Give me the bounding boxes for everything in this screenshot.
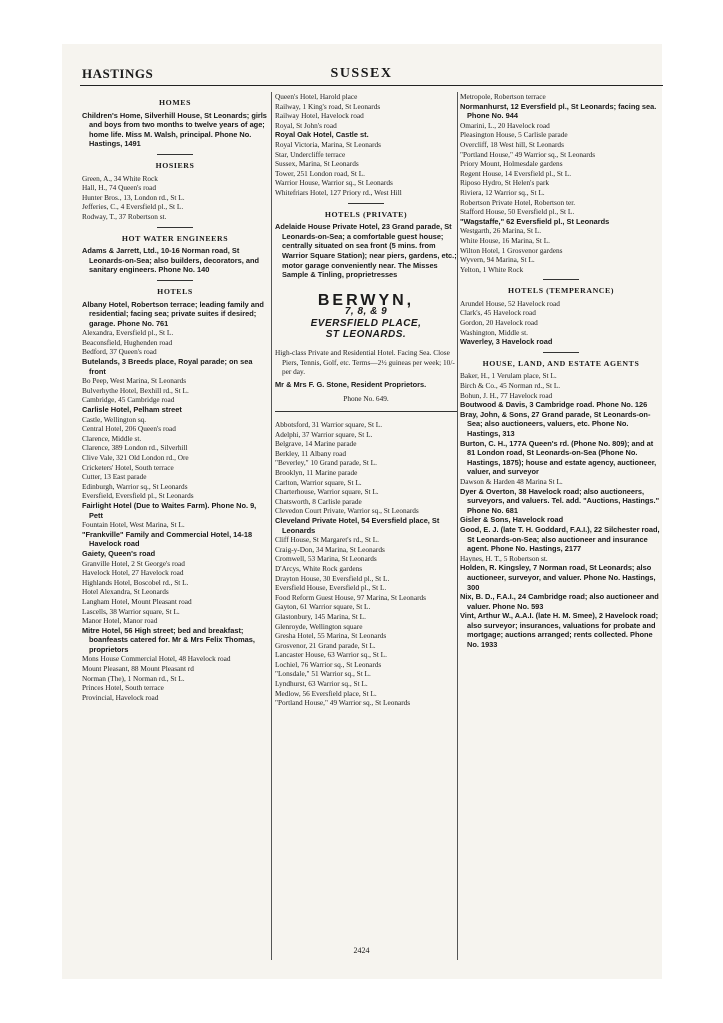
directory-entry: Havelock Hotel, 27 Havelock road [82, 568, 184, 578]
section-heading: HOUSE, LAND, AND ESTATE AGENTS [482, 358, 640, 368]
ad-address-town: ST LEONARDS. [325, 329, 407, 341]
directory-entry: Cambridge, 45 Cambridge road [82, 395, 175, 405]
directory-entry: Priory Mount, Holmesdale gardens [460, 159, 563, 169]
directory-entry: Chatsworth, 8 Carlisle parade [275, 496, 362, 506]
directory-entry: Stafford House, 50 Eversfield pl., St L. [460, 207, 575, 217]
directory-entry: Omarini, L., 20 Havelock road [460, 120, 550, 130]
column-2-bottom [275, 420, 457, 708]
directory-entry: Vint, Arthur W., A.A.I. (late H. M. Smee), 2 Havelock road; also surveyor; insurances, valuations for probate and mortgage; auctions arranged; rents collected. Phone No. 1933 [460, 611, 659, 650]
section-separator [157, 280, 193, 281]
directory-entry: Medlow, 56 Eversfield place, St L. [275, 688, 377, 698]
directory-entry: Manor Hotel, Manor road [82, 616, 158, 626]
column-2-top [275, 92, 457, 280]
directory-entry: Carlton, Warrior square, St L. [275, 477, 362, 487]
directory-entry: Fairlight Hotel (Due to Waites Farm). Phone No. 9, Pett [82, 500, 257, 520]
directory-entry: Alexandra, Eversfield pl., St L. [82, 328, 174, 338]
directory-entry: Riviera, 12 Warrior sq., St L. [460, 187, 545, 197]
ad-address-street: EVERSFIELD PLACE, [310, 317, 422, 329]
section-heading: HOTELS (PRIVATE) [324, 209, 408, 219]
directory-entry: Mount Pleasant, 88 Mount Pleasant rd [82, 664, 194, 674]
directory-entry: Cliff House, St Margaret's rd., St L. [275, 535, 380, 545]
directory-entry: Albany Hotel, Robertson terrace; leading family and residential; facing sea; private suites if desired; garage. Phone No. 761 [82, 299, 264, 328]
running-head-county: SUSSEX [330, 66, 393, 81]
directory-entry: Nix, B. D., F.A.I., 24 Cambridge road; also auctioneer and valuer. Phone No. 593 [460, 592, 659, 611]
directory-entry: Star, Undercliffe terrace [275, 149, 346, 159]
directory-entry: Butelands, 3 Breeds place, Royal parade; on sea front [82, 357, 253, 376]
directory-entry: Granville Hotel, 2 St George's road [82, 558, 185, 568]
directory-entry: Langham Hotel, Mount Pleasant road [82, 596, 192, 606]
directory-entry: Good, E. J. (late T. H. Goddard, F.A.I.), 22 Silchester road, St Leonards-on-Sea; also auctioneer and insurance agent. Phone No. Hastings, 2177 [460, 524, 660, 554]
directory-entry: Adelaide House Private Hotel, 23 Grand parade, St Leonards-on-Sea; a comfortable guest house; centrally situated on sea front (5 mins. from Warrior Square Station); near piers, gardens, etc.; motor garage conveniently near. The Misses Sample & Tinling, proprietresses [275, 222, 457, 280]
directory-entry: Lyndhurst, 63 Warrior sq., St L. [275, 679, 368, 689]
directory-entry: Brooklyn, 11 Marine parade [275, 468, 358, 477]
directory-entry: Green, A., 34 White Rock [82, 173, 158, 183]
ad-bottom-rule [275, 411, 457, 412]
directory-entry: Gresha Hotel, 55 Marina, St Leonards [275, 631, 387, 641]
directory-entry: Carlisle Hotel, Pelham street [82, 405, 182, 415]
directory-entry: Arundel House, 52 Havelock road [460, 298, 560, 308]
directory-entry: Dawson & Harden 48 Marina St L. [460, 476, 563, 486]
directory-entry: White House, 16 Marina, St L. [460, 235, 550, 245]
directory-entry: Glenroyde, Wellington square [275, 621, 363, 631]
directory-entry: Hall, H., 74 Queen's road [82, 183, 157, 193]
ad-proprietors: Mr & Mrs F. G. Stone, Resident Proprietors. [275, 379, 427, 389]
directory-entry: Lochiel, 76 Warrior sq., St Leonards [275, 659, 382, 669]
directory-entry: Clevedon Court Private, Warrior sq., St Leonards [275, 506, 419, 516]
directory-entry: Wilton Hotel, 1 Grosvenor gardens [460, 245, 563, 255]
directory-entry: Craig-y-Don, 34 Marina, St Leonards [275, 544, 385, 554]
directory-entry: Westgarth, 26 Marina, St L. [460, 226, 542, 236]
directory-entry: "Wagstaffe," 62 Eversfield pl., St Leonards [460, 216, 610, 226]
directory-entry: Children's Home, Silverhill House, St Leonards; girls and boys from two months to twelve years of age; home life. Miss M. Walsh, principal. Phone No. Hastings, 1491 [82, 110, 267, 149]
directory-entry: Railway, 1 King's road, St Leonards [275, 101, 381, 111]
directory-entry: Norman (The), 1 Norman rd., St L. [82, 673, 185, 683]
directory-entry: Boutwood & Davis, 3 Cambridge road. Phone No. 126 [460, 400, 648, 410]
directory-entry: Burton, C. H., 177A Queen's rd. (Phone No. 809); and at 81 London road, St Leonards-on-Sea (Phone No. Hastings, 1875); house and estate agency, auctioneer, valuer, and surveyor [460, 438, 657, 477]
column-divider-2 [457, 92, 458, 960]
directory-entry: Baker, H., 1 Verulam place, St L. [460, 371, 557, 381]
directory-entry: Pleasington House, 5 Carlisle parade [460, 130, 568, 140]
directory-entry: Bedford, 37 Queen's road [82, 347, 157, 357]
directory-entry: Lancaster House, 63 Warrior sq., St L. [275, 650, 387, 660]
directory-entry: Belgrave, 14 Marine parade [275, 439, 357, 449]
section-heading: HOTELS (TEMPERANCE) [507, 286, 615, 296]
directory-entry: "Frankville" Family and Commercial Hotel, 14-18 Havelock road [82, 529, 253, 549]
directory-entry: Edinburgh, Warrior sq., St Leonards [82, 481, 188, 491]
directory-entry: Yelton, 1 White Rock [460, 264, 524, 274]
directory-entry: Riposo Hydro, St Helen's park [460, 178, 550, 188]
directory-entry: Bo Peep, West Marina, St Leonards [82, 376, 187, 386]
directory-entry: Provincial, Havelock road [82, 692, 159, 702]
directory-entry: "Beverley," 10 Grand parade, St L. [275, 458, 377, 468]
directory-entry: Cutter, 13 East parade [82, 472, 147, 482]
directory-entry: Royal, St John's road [275, 120, 337, 130]
column-3 [460, 92, 662, 965]
directory-entry: Gayton, 61 Warrior square, St L. [275, 602, 371, 612]
directory-entry: Bray, John, & Sons, 27 Grand parade, St Leonards-on-Sea; also auctioneers, valuers, etc. Phone No. Hastings, 313 [460, 409, 651, 438]
directory-entry: Birch & Co., 45 Norman rd., St L. [460, 381, 561, 391]
directory-entry: Holden, R. Kingsley, 7 Norman road, St Leonards; also auctioneer, surveyor, and valuer. Phone No. Hastings, 300 [460, 563, 656, 592]
directory-entry: Glastonbury, 145 Marina, St L. [275, 611, 366, 621]
directory-entry: Clark's, 45 Havelock road [460, 308, 536, 318]
directory-entry: Jefferies, C., 4 Eversfield pl., St L. [82, 202, 184, 212]
directory-entry: Dyer & Overton, 38 Havelock road; also auctioneers, surveyors, and valuers. Tel. add. "Auctions, Hastings." Phone No. 681 [460, 486, 660, 515]
directory-entry: Hunter Bros., 13, London rd., St L. [82, 192, 185, 202]
directory-entry: Beaconsfield, Hughenden road [82, 337, 173, 347]
directory-entry: Food Reform Guest House, 97 Marina, St Leonards [275, 592, 426, 602]
section-separator [157, 227, 193, 228]
berwyn-advertisement [275, 291, 457, 412]
ad-address-numbers: 7, 8, & 9 [344, 306, 388, 318]
directory-entry: Gaiety, Queen's road [82, 548, 156, 558]
directory-entry: Regent House, 14 Eversfield pl., St L. [460, 168, 572, 178]
directory-entry: Lascells, 38 Warrior square, St L. [82, 606, 180, 616]
directory-entry: "Portland House," 49 Warrior sq., St Leonards [460, 149, 596, 159]
directory-entry: Adams & Jarrett, Ltd., 10-16 Norman road, St Leonards-on-Sea; also builders, decorators, and sanitary engineers. Phone No. 140 [82, 246, 260, 275]
directory-entry: Bulverhythe Hotel, Bexhill rd., St L. [82, 385, 189, 395]
directory-entry: "Portland House," 49 Warrior sq., St Leonards [275, 698, 411, 708]
running-head-town: HASTINGS [82, 66, 154, 81]
section-separator [543, 279, 579, 280]
directory-entry: Rodway, T., 37 Robertson st. [82, 211, 167, 221]
section-heading: HOSIERS [155, 160, 195, 170]
directory-entry: Central Hotel, 206 Queen's road [82, 424, 176, 434]
directory-entry: Gisler & Sons, Havelock road [460, 515, 564, 525]
directory-entry: Eversfield House, Eversfield pl., St L. [275, 583, 387, 593]
directory-entry: Cleveland Private Hotel, 54 Eversfield place, St Leonards [275, 515, 440, 535]
section-heading: HOT WATER ENGINEERS [121, 233, 229, 243]
directory-entry: Clive Vale, 321 Old London rd., Ore [82, 453, 189, 462]
directory-entry: Washington, Middle st. [460, 327, 528, 337]
directory-entry: Drayton House, 30 Eversfield pl., St L. [275, 573, 390, 583]
header-rule [80, 85, 663, 86]
column-2 [275, 92, 457, 965]
directory-entry: Normanhurst, 12 Eversfield pl., St Leonards; facing sea. Phone No. 944 [460, 101, 657, 121]
directory-entry: Royal Victoria, Marina, St Leonards [275, 139, 382, 149]
directory-entry: Berkley, 11 Albany road [275, 448, 346, 458]
directory-entry: Overcliff, 18 West hill, St Leonards [460, 139, 564, 149]
directory-entry: Warrior House, Warrior sq., St Leonards [275, 178, 393, 188]
directory-entry: "Lonsdale," 51 Warrior sq., St L. [275, 669, 371, 679]
directory-entry: Charterhouse, Warrior square, St L. [275, 487, 379, 497]
directory-entry: Bohun, J. H., 77 Havelock road [460, 390, 553, 400]
directory-entry: Clarence, 389 London rd., Silverhill [82, 443, 188, 453]
column-1 [82, 92, 268, 965]
section-heading: HOMES [158, 98, 192, 107]
directory-entry: Hotel Alexandra, St Leonards [82, 587, 169, 597]
section-separator [348, 203, 384, 204]
section-separator [543, 352, 579, 353]
directory-entry: Mitre Hotel, 56 High street; bed and breakfast; boanfeasts catered for. Mr & Mrs Felix Thomas, proprietors [82, 625, 255, 654]
ad-hotel-name: BERWYN, [317, 291, 415, 309]
directory-entry: Castle, Wellington sq. [82, 414, 147, 424]
ad-phone: Phone No. 649. [343, 394, 389, 404]
directory-entry: Princes Hotel, South terrace [82, 683, 164, 693]
directory-entry: Grosvenor, 21 Grand parade, St L. [275, 640, 376, 650]
directory-entry: Fountain Hotel, West Marina, St L. [82, 520, 185, 530]
directory-entry: Cricketers' Hotel, South terrace [82, 462, 174, 472]
directory-entry: Robertson Private Hotel, Robertson ter. [460, 197, 576, 207]
ad-description: High-class Private and Residential Hotel. Facing Sea. Close Piers, Tennis, Golf, etc. Terms—2½ guineas per week; 10/- per day. [275, 348, 455, 377]
directory-entry: D'Arcys, White Rock gardens [275, 563, 363, 573]
directory-entry: Eversfield, Eversfield pl., St Leonards [82, 491, 194, 501]
directory-entry: Highlands Hotel, Boscobel rd., St L. [82, 577, 189, 587]
directory-entry: Tower, 251 London road, St L. [275, 168, 365, 178]
section-heading: HOTELS [157, 286, 193, 296]
directory-entry: Haynes, H. T., 5 Robertson st. [460, 553, 548, 563]
directory-entry: Queen's Hotel, Harold place [275, 92, 358, 101]
directory-entry: Royal Oak Hotel, Castle st. [275, 130, 369, 140]
section-separator [157, 154, 193, 155]
directory-entry: Waverley, 3 Havelock road [460, 337, 553, 347]
directory-entry: Mons House Commercial Hotel, 48 Havelock road [82, 654, 231, 664]
column-divider-1 [271, 92, 272, 960]
directory-entry: Whitefriars Hotel, 127 Priory rd., West Hill [275, 187, 402, 197]
directory-entry: Metropole, Robertson terrace [460, 92, 546, 101]
directory-entry: Wyvern, 94 Marina, St L. [460, 255, 535, 265]
directory-entry: Abbotsford, 31 Warrior square, St L. [275, 420, 383, 430]
directory-entry: Clarence, Middle st. [82, 433, 142, 443]
page-number: 2424 [353, 946, 370, 955]
directory-entry: Railway Hotel, Havelock road [275, 111, 364, 121]
directory-entry: Gordon, 20 Havelock road [460, 318, 538, 328]
directory-entry: Cromwell, 53 Marina, St Leonards [275, 554, 377, 564]
directory-entry: Sussex, Marina, St Leonards [275, 159, 359, 169]
directory-entry: Adelphi, 37 Warrior square, St L. [275, 429, 373, 439]
